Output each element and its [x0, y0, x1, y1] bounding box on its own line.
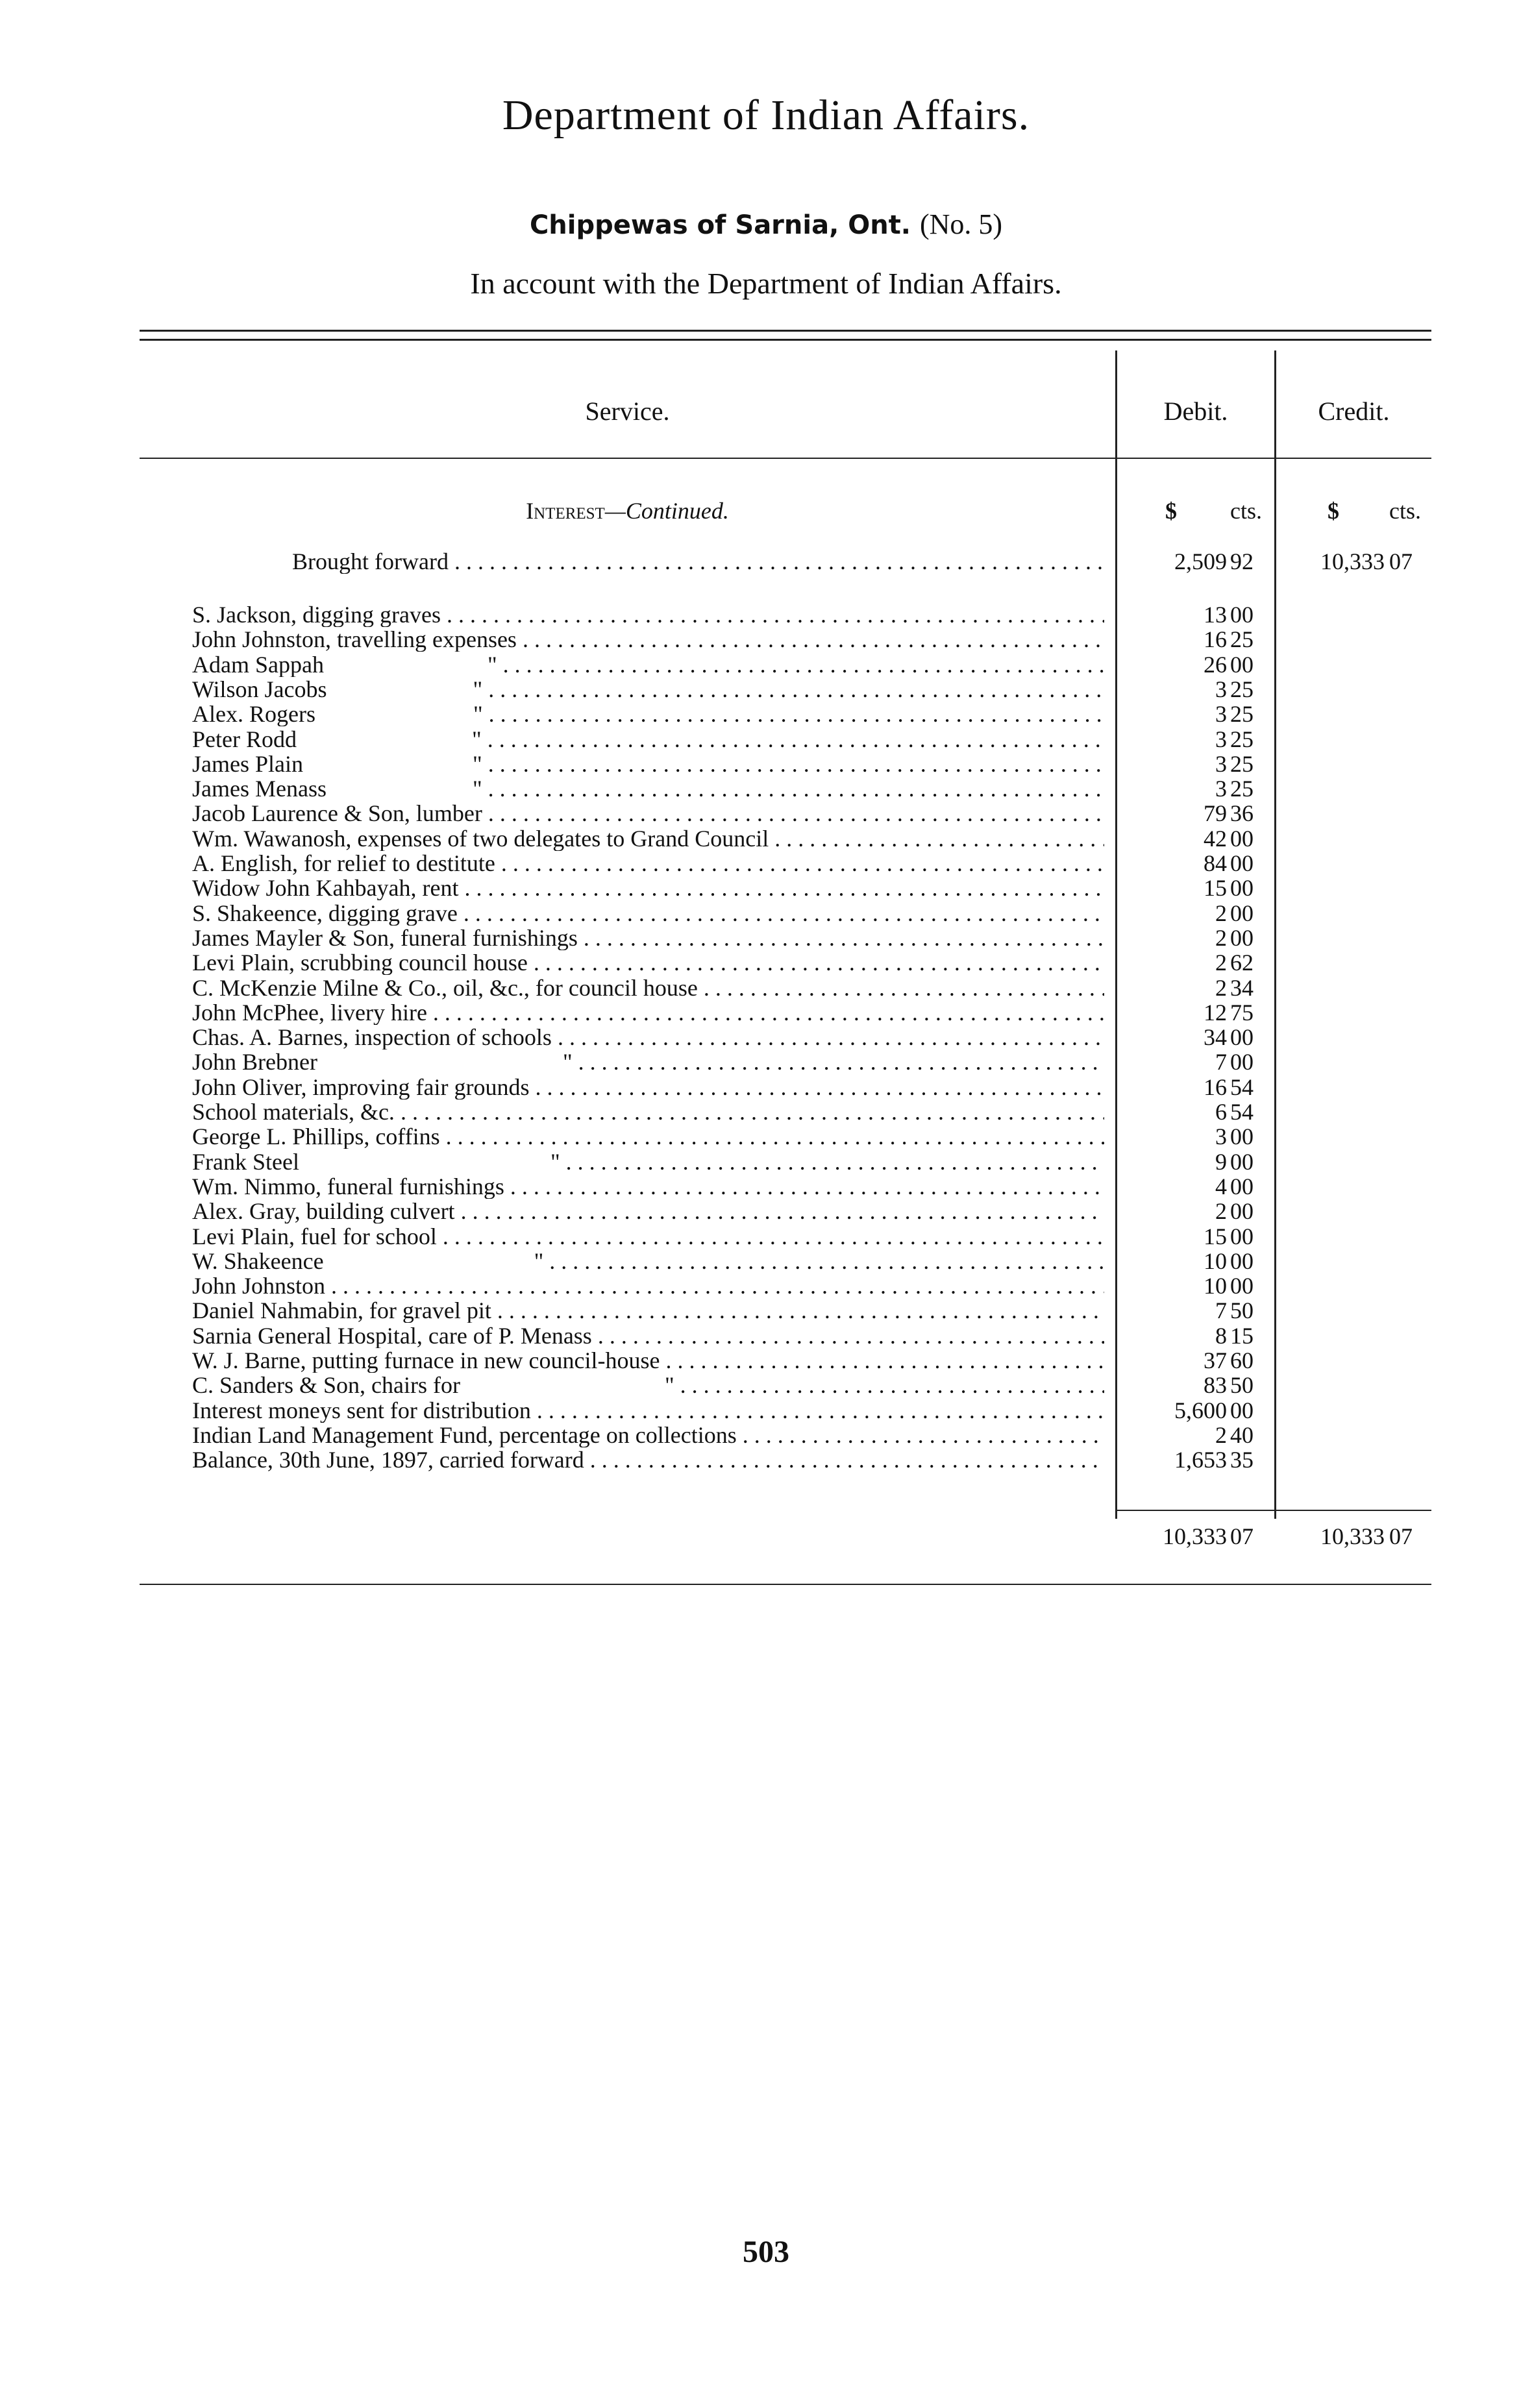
row-debit-cents: 25 — [1230, 726, 1254, 752]
header-bottom-rule — [140, 458, 1431, 459]
row-debit-dollars: 84 — [1204, 850, 1227, 876]
row-debit-cents: 00 — [1230, 1273, 1254, 1299]
row-debit-cents: 40 — [1230, 1422, 1254, 1448]
row-debit-dollars: 83 — [1204, 1372, 1227, 1398]
row-service: S. Shakeence, digging grave . . . — [192, 901, 1104, 926]
brought-forward-credit-cents: 07 — [1389, 548, 1413, 574]
total-debit-dollars: 10,333 — [1163, 1523, 1227, 1549]
debit-column-divider — [1115, 350, 1117, 1519]
row-debit-cents: 00 — [1230, 1124, 1254, 1149]
row-service: C. Sanders & Son, chairs for " . . . — [192, 1373, 1104, 1397]
row-service: James Mayler & Son, funeral furnishings . . . — [192, 926, 1104, 950]
row-debit-dollars: 3 — [1215, 701, 1227, 727]
debit-cts-label: cts. — [1230, 498, 1262, 524]
row-debit-cents: 00 — [1230, 826, 1254, 852]
page-number: 503 — [743, 2235, 789, 2269]
row-debit-dollars: 37 — [1204, 1347, 1227, 1373]
row-debit-cents: 00 — [1230, 1149, 1254, 1175]
row-debit-dollars: 10 — [1204, 1273, 1227, 1299]
row-debit-cents: 15 — [1230, 1323, 1254, 1349]
row-debit-cents: 75 — [1230, 1000, 1254, 1026]
row-debit-dollars: 6 — [1215, 1099, 1227, 1125]
brought-forward-credit-dollars: 10,333 — [1320, 548, 1385, 574]
row-service: Wilson Jacobs " . . . — [192, 677, 1104, 702]
row-debit-dollars: 16 — [1204, 626, 1227, 652]
row-service: Chas. A. Barnes, inspection of schools . . . — [192, 1025, 1104, 1050]
row-service: W. J. Barne, putting furnace in new council-house . . . — [192, 1348, 1104, 1373]
row-debit-dollars: 3 — [1215, 1124, 1227, 1149]
row-debit-dollars: 3 — [1215, 726, 1227, 752]
row-debit-dollars: 2 — [1215, 900, 1227, 926]
section-continued: —Continued. — [604, 498, 729, 524]
row-debit-cents: 25 — [1230, 701, 1254, 727]
row-debit-dollars: 12 — [1204, 1000, 1227, 1026]
row-service: Levi Plain, fuel for school . . . — [192, 1224, 1104, 1249]
top-double-rule-1 — [140, 330, 1431, 332]
row-debit-dollars: 15 — [1204, 1223, 1227, 1249]
row-debit-dollars: 9 — [1215, 1149, 1227, 1175]
row-debit-cents: 00 — [1230, 1198, 1254, 1224]
row-debit-cents: 00 — [1230, 850, 1254, 876]
row-debit-cents: 00 — [1230, 875, 1254, 901]
row-service: Levi Plain, scrubbing council house . . . — [192, 950, 1104, 975]
row-service: W. Shakeence " . . . — [192, 1249, 1104, 1273]
top-double-rule-2 — [140, 339, 1431, 341]
row-service: Peter Rodd " . . . — [192, 727, 1104, 752]
row-debit-cents: 60 — [1230, 1347, 1254, 1373]
row-debit-dollars: 2 — [1215, 1422, 1227, 1448]
row-debit-cents: 36 — [1230, 800, 1254, 826]
row-debit-cents: 00 — [1230, 602, 1254, 628]
row-debit-cents: 25 — [1230, 676, 1254, 702]
credit-cts-label: cts. — [1389, 498, 1421, 524]
row-debit-dollars: 2 — [1215, 925, 1227, 951]
row-service: S. Jackson, digging graves . . . — [192, 602, 1104, 627]
row-service: Alex. Gray, building culvert . . . — [192, 1199, 1104, 1223]
row-debit-cents: 35 — [1230, 1447, 1254, 1473]
row-debit-dollars: 3 — [1215, 751, 1227, 777]
row-debit-dollars: 2 — [1215, 950, 1227, 976]
row-service: Wm. Nimmo, funeral furnishings . . . — [192, 1174, 1104, 1199]
row-debit-dollars: 16 — [1204, 1074, 1227, 1100]
row-debit-cents: 00 — [1230, 925, 1254, 951]
row-service: Balance, 30th June, 1897, carried forward . . . — [192, 1447, 1104, 1472]
section-label: Interest — [526, 498, 605, 524]
row-debit-cents: 00 — [1230, 1248, 1254, 1274]
brought-forward-debit-cents: 92 — [1230, 548, 1254, 574]
page-title: Department of Indian Affairs. — [502, 92, 1030, 139]
row-service: John Oliver, improving fair grounds . . . — [192, 1075, 1104, 1100]
row-service: John Johnston . . . — [192, 1273, 1104, 1298]
row-service: John Johnston, travelling expenses . . . — [192, 627, 1104, 652]
bottom-rule — [140, 1584, 1431, 1585]
row-debit-dollars: 42 — [1204, 826, 1227, 852]
row-debit-dollars: 34 — [1204, 1024, 1227, 1050]
row-debit-cents: 25 — [1230, 751, 1254, 777]
row-service: Jacob Laurence & Son, lumber . . . — [192, 801, 1104, 826]
total-debit-cents: 07 — [1230, 1523, 1254, 1549]
row-debit-cents: 00 — [1230, 1173, 1254, 1199]
row-debit-dollars: 3 — [1215, 776, 1227, 802]
row-debit-dollars: 2 — [1215, 1198, 1227, 1224]
row-service: James Menass " . . . — [192, 776, 1104, 801]
row-debit-dollars: 3 — [1215, 676, 1227, 702]
credit-dollar-sign: $ — [1328, 498, 1339, 524]
row-debit-dollars: 26 — [1204, 652, 1227, 678]
section-heading — [140, 498, 1115, 523]
debit-column-header: Debit. — [1163, 397, 1228, 426]
row-debit-dollars: 10 — [1204, 1248, 1227, 1274]
row-debit-cents: 50 — [1230, 1297, 1254, 1323]
row-debit-dollars: 15 — [1204, 875, 1227, 901]
credit-column-divider — [1274, 350, 1276, 1519]
row-service: James Plain " . . . — [192, 752, 1104, 776]
row-service: Sarnia General Hospital, care of P. Menass . . . — [192, 1323, 1104, 1348]
row-debit-dollars: 5,600 — [1174, 1397, 1227, 1423]
brought-forward-debit-dollars: 2,509 — [1174, 548, 1227, 574]
row-debit-cents: 00 — [1230, 1049, 1254, 1075]
row-debit-cents: 54 — [1230, 1074, 1254, 1100]
account-intro: In account with the Department of Indian Affairs. — [470, 267, 1062, 300]
row-service: George L. Phillips, coffins . . . — [192, 1124, 1104, 1149]
row-service: John McPhee, livery hire . . . — [192, 1000, 1104, 1025]
row-service: Wm. Wawanosh, expenses of two delegates to Grand Council . . . — [192, 826, 1104, 851]
debit-dollar-sign: $ — [1165, 498, 1177, 524]
row-service: A. English, for relief to destitute . . . — [192, 851, 1104, 876]
account-subtitle — [0, 208, 1532, 241]
band-number: (No. 5) — [919, 208, 1003, 240]
row-service: Adam Sappah " . . . — [192, 652, 1104, 677]
total-credit-dollars: 10,333 — [1320, 1523, 1385, 1549]
row-service: Indian Land Management Fund, percentage on collections . . . — [192, 1423, 1104, 1447]
row-debit-cents: 00 — [1230, 1397, 1254, 1423]
row-service: Interest moneys sent for distribution . . . — [192, 1398, 1104, 1423]
row-debit-cents: 62 — [1230, 950, 1254, 976]
row-service: Alex. Rogers " . . . — [192, 702, 1104, 726]
row-debit-dollars: 8 — [1215, 1323, 1227, 1349]
row-debit-cents: 34 — [1230, 975, 1254, 1001]
row-debit-cents: 00 — [1230, 1024, 1254, 1050]
row-debit-dollars: 4 — [1215, 1173, 1227, 1199]
row-debit-cents: 50 — [1230, 1372, 1254, 1398]
row-debit-cents: 00 — [1230, 900, 1254, 926]
row-service: John Brebner " . . . — [192, 1050, 1104, 1074]
row-debit-dollars: 13 — [1204, 602, 1227, 628]
row-debit-dollars: 79 — [1204, 800, 1227, 826]
row-service: Widow John Kahbayah, rent . . . — [192, 876, 1104, 900]
totals-rule — [1115, 1510, 1431, 1511]
row-debit-cents: 25 — [1230, 626, 1254, 652]
row-debit-dollars: 1,653 — [1174, 1447, 1227, 1473]
row-debit-dollars: 2 — [1215, 975, 1227, 1001]
total-credit-cents: 07 — [1389, 1523, 1413, 1549]
band-name: Chippewas of Sarnia, Ont. — [529, 210, 911, 240]
credit-column-header: Credit. — [1318, 397, 1390, 426]
row-debit-dollars: 7 — [1215, 1297, 1227, 1323]
row-debit-cents: 00 — [1230, 652, 1254, 678]
row-debit-cents: 00 — [1230, 1223, 1254, 1249]
row-service: Daniel Nahmabin, for gravel pit . . . — [192, 1298, 1104, 1323]
brought-forward-label: Brought forward . . . — [292, 549, 1104, 574]
service-column-header: Service. — [585, 397, 670, 426]
row-service: School materials, &c. . . . — [192, 1100, 1104, 1124]
row-debit-cents: 25 — [1230, 776, 1254, 802]
row-service: Frank Steel " . . . — [192, 1149, 1104, 1174]
row-service: C. McKenzie Milne & Co., oil, &c., for council house . . . — [192, 976, 1104, 1000]
row-debit-dollars: 7 — [1215, 1049, 1227, 1075]
row-debit-cents: 54 — [1230, 1099, 1254, 1125]
